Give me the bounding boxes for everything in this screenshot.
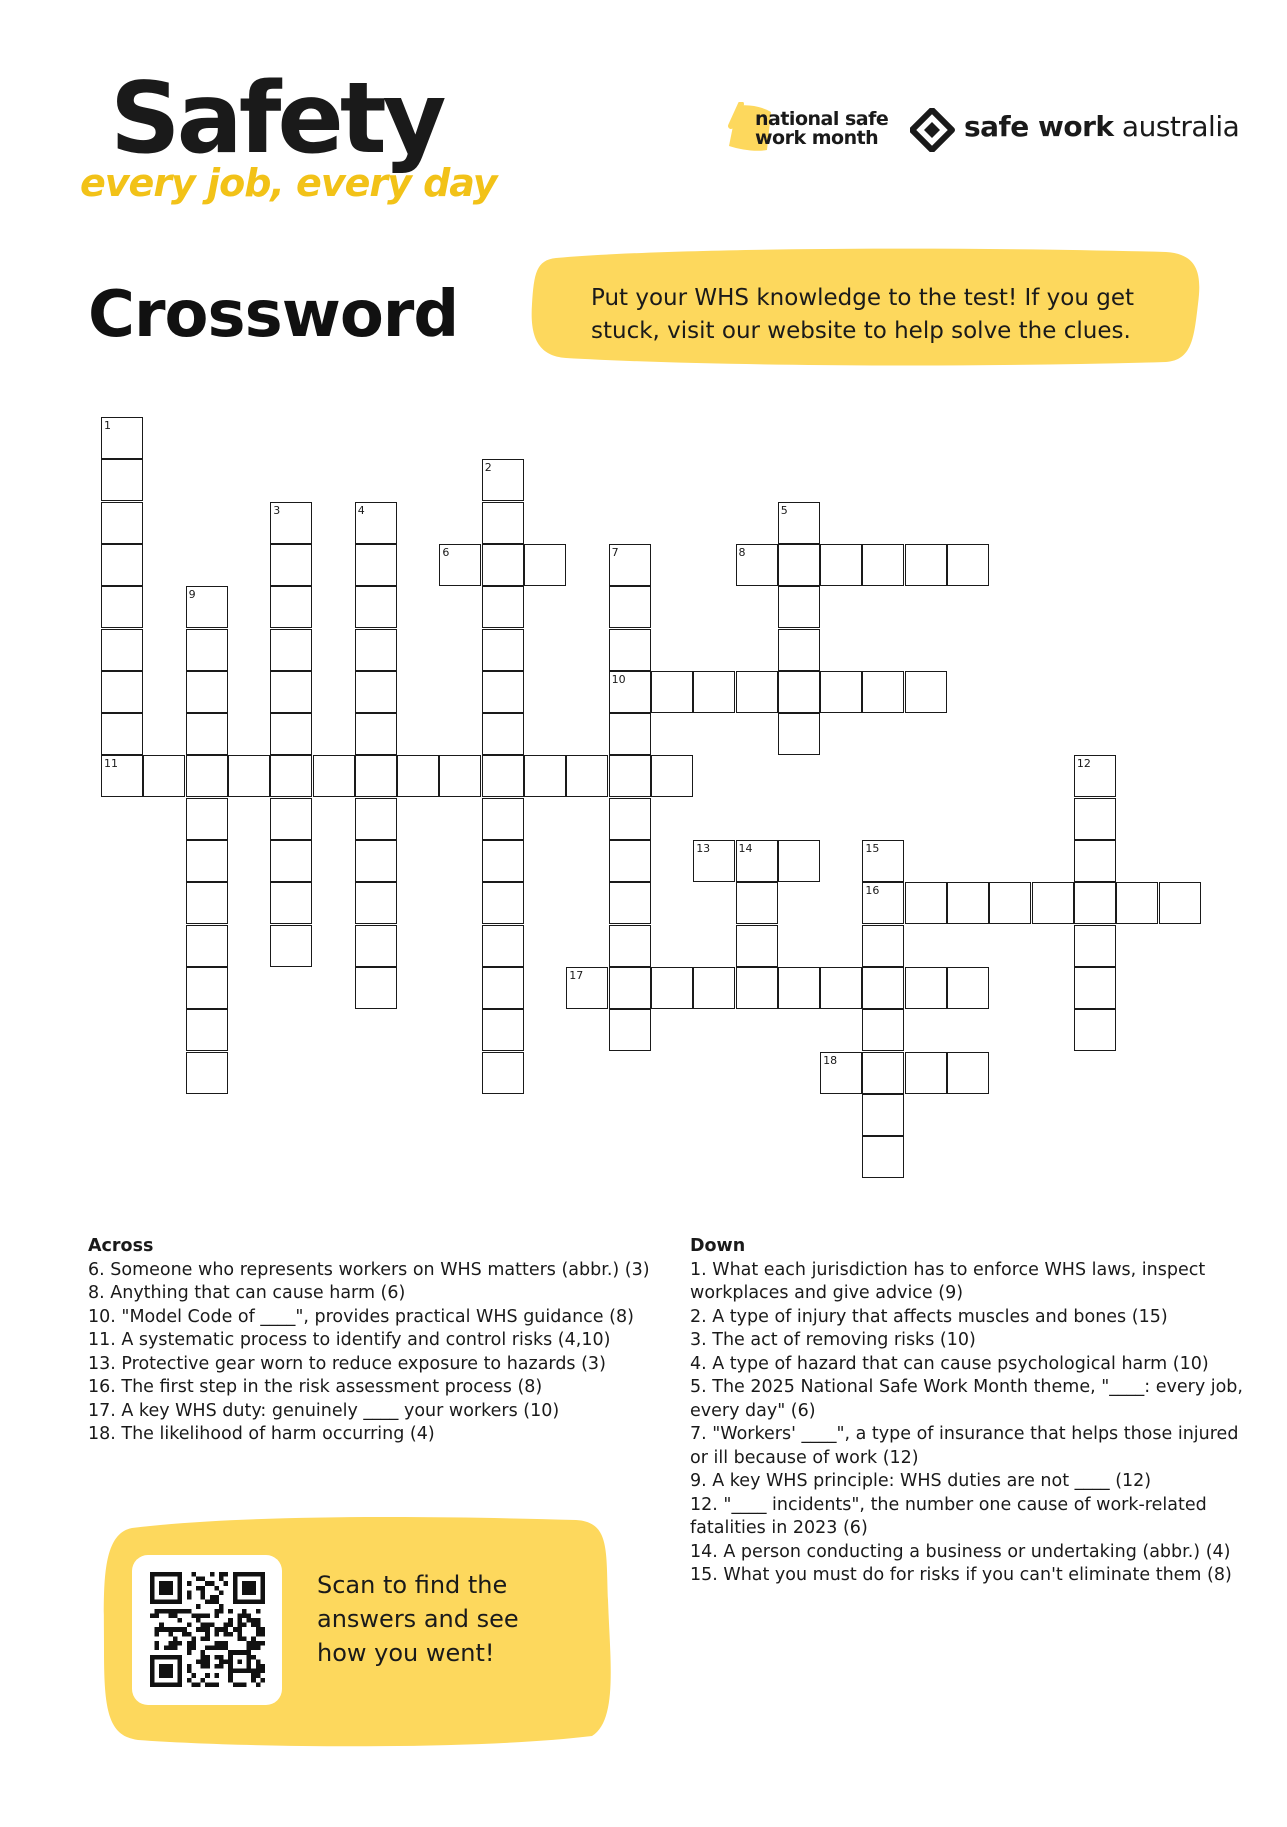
crossword-cell[interactable] (270, 755, 312, 797)
cell-number: 18 (823, 1053, 838, 1067)
clue-down: 9. A key WHS principle: WHS duties are not ____ (12) (690, 1471, 1152, 1491)
crossword-cell[interactable] (693, 671, 735, 713)
clue-across: 6. Someone who represents workers on WHS matters (abbr.) (3) (88, 1259, 650, 1280)
crossword-cell[interactable] (609, 586, 651, 628)
swa-bold: safe work (964, 110, 1114, 143)
crossword-cell[interactable] (778, 586, 820, 628)
cell-number: 1 (104, 419, 111, 432)
crossword-cell[interactable] (101, 755, 143, 797)
crossword-cell[interactable] (482, 1052, 524, 1094)
crossword-cell[interactable] (355, 925, 397, 967)
crossword-cell[interactable] (820, 671, 862, 713)
crossword-cell[interactable] (270, 882, 312, 924)
crossword-cell[interactable] (609, 798, 651, 840)
crossword-cell[interactable] (736, 882, 778, 924)
crossword-cell[interactable] (355, 713, 397, 755)
crossword-cell[interactable] (905, 1052, 947, 1094)
crossword-cell[interactable] (862, 671, 904, 713)
crossword-cell[interactable] (736, 544, 778, 586)
crossword-cell[interactable] (101, 713, 143, 755)
logo-title: Safety (110, 62, 443, 176)
logo-tagline: every job, every day (80, 161, 497, 205)
page-title: Crossword (88, 278, 459, 352)
cell-number: 17 (569, 968, 584, 982)
crossword-cell[interactable] (1074, 1009, 1116, 1051)
crossword-cell[interactable] (270, 671, 312, 713)
crossword-cell[interactable] (778, 544, 820, 586)
cell-number: 2 (484, 461, 492, 475)
crossword-cell[interactable] (778, 840, 820, 882)
crossword-cell[interactable] (862, 925, 904, 967)
crossword-cell[interactable] (101, 502, 143, 544)
crossword-cell[interactable] (778, 671, 820, 713)
crossword-cell[interactable] (439, 755, 481, 797)
crossword-cell[interactable] (186, 925, 228, 967)
crossword-cell[interactable] (270, 629, 312, 671)
crossword-cell[interactable] (482, 713, 524, 755)
crossword-cell[interactable] (1074, 967, 1116, 1009)
crossword-cell[interactable] (101, 671, 143, 713)
nswm-logo-text (755, 110, 888, 148)
across-heading: Across (88, 1236, 154, 1256)
crossword-cell[interactable] (355, 671, 397, 713)
crossword-cell[interactable] (524, 755, 566, 797)
crossword-cell[interactable] (482, 459, 524, 501)
crossword-cell[interactable] (862, 1052, 904, 1094)
crossword-cell[interactable] (609, 544, 651, 586)
crossword-cell[interactable] (482, 882, 524, 924)
clue-across: 11. A systematic process to identify and control risks (4,10) (88, 1330, 611, 1350)
crossword-cell[interactable] (143, 755, 185, 797)
crossword-cell[interactable] (820, 967, 862, 1009)
crossword-cell[interactable] (609, 967, 651, 1009)
crossword-cell[interactable] (186, 967, 228, 1009)
crossword-cell[interactable] (736, 967, 778, 1009)
crossword-cell[interactable] (101, 544, 143, 586)
crossword-cell[interactable] (270, 713, 312, 755)
crossword-cell[interactable] (862, 882, 904, 924)
crossword-cell[interactable] (862, 840, 904, 882)
crossword-cell[interactable] (736, 925, 778, 967)
crossword-cell[interactable] (778, 967, 820, 1009)
crossword-cell[interactable] (482, 840, 524, 882)
crossword-cell[interactable] (651, 755, 693, 797)
crossword-cell[interactable] (186, 755, 228, 797)
crossword-cell[interactable] (1116, 882, 1158, 924)
cell-number: 14 (738, 842, 753, 855)
crossword-cell[interactable] (355, 755, 397, 797)
crossword-cell[interactable] (736, 840, 778, 882)
crossword-cell[interactable] (609, 1009, 651, 1051)
crossword-cell[interactable] (186, 671, 228, 713)
crossword-cell[interactable] (228, 755, 270, 797)
crossword-cell[interactable] (778, 629, 820, 671)
crossword-cell[interactable] (355, 882, 397, 924)
cell-number: 5 (780, 503, 788, 517)
clue-across: 8. Anything that can cause harm (6) (88, 1283, 406, 1303)
cell-number: 15 (865, 842, 880, 855)
crossword-cell[interactable] (693, 967, 735, 1009)
crossword-cell[interactable] (820, 1052, 862, 1094)
crossword-cell[interactable] (947, 882, 989, 924)
crossword-cell[interactable] (1074, 840, 1116, 882)
crossword-cell[interactable] (778, 502, 820, 544)
crossword-cell[interactable] (609, 755, 651, 797)
cell-number: 4 (357, 503, 365, 517)
crossword-cell[interactable] (270, 798, 312, 840)
clue-down: 7. "Workers' ____", a type of insurance that helps those injured or ill because of work (12) (690, 1424, 1239, 1468)
crossword-cell[interactable] (186, 586, 228, 628)
crossword-cell[interactable] (355, 586, 397, 628)
crossword-cell[interactable] (947, 967, 989, 1009)
clue-down: 1. What each jurisdiction has to enforce WHS laws, inspect workplaces and give advice (9) (690, 1259, 1206, 1303)
clue-down: 4. A type of hazard that can cause psychological harm (10) (690, 1353, 1209, 1374)
clue-down: 2. A type of injury that affects muscles and bones (15) (690, 1306, 1168, 1327)
crossword-cell[interactable] (270, 586, 312, 628)
crossword-cell[interactable] (905, 882, 947, 924)
across-clues (88, 1235, 668, 1447)
crossword-cell[interactable] (355, 544, 397, 586)
crossword-cell[interactable] (186, 882, 228, 924)
qr-caption: Scan to find the answers and see how you went! (317, 1571, 519, 1667)
crossword-cell[interactable] (693, 840, 735, 882)
clue-across: 18. The likelihood of harm occurring (4) (88, 1424, 435, 1444)
crossword-cell[interactable] (609, 840, 651, 882)
intro-text: Put your WHS knowledge to the test! If you get stuck, visit our website to help solve the clues. (591, 285, 1135, 344)
crossword-cell[interactable] (313, 755, 355, 797)
crossword-cell[interactable] (1074, 925, 1116, 967)
crossword-cell[interactable] (566, 967, 608, 1009)
crossword-cell[interactable] (186, 1052, 228, 1094)
crossword-cell[interactable] (609, 629, 651, 671)
crossword-cell[interactable] (947, 544, 989, 586)
crossword-cell[interactable] (778, 713, 820, 755)
cell-number: 12 (1076, 757, 1091, 771)
crossword-cell[interactable] (482, 1009, 524, 1051)
crossword-cell[interactable] (609, 925, 651, 967)
cell-number: 10 (611, 672, 626, 686)
crossword-cell[interactable] (186, 798, 228, 840)
nswm-line1: national safe (755, 108, 889, 130)
cell-number: 11 (104, 757, 118, 771)
crossword-cell[interactable] (862, 1136, 904, 1178)
nswm-line2: work month (755, 127, 879, 149)
crossword-cell[interactable] (186, 629, 228, 671)
clue-across: 16. The first step in the risk assessment process (8) (88, 1377, 543, 1397)
cell-number: 3 (273, 503, 281, 517)
clue-down: 5. The 2025 National Safe Work Month theme, "____: every job, every day" (6) (690, 1377, 1243, 1421)
clue-across: 13. Protective gear worn to reduce exposure to hazards (3) (88, 1353, 606, 1374)
crossword-cell[interactable] (482, 671, 524, 713)
cell-number: 9 (188, 588, 196, 602)
crossword-cell[interactable] (482, 925, 524, 967)
crossword-cell[interactable] (482, 798, 524, 840)
cell-number: 8 (738, 545, 746, 559)
crossword-cell[interactable] (905, 967, 947, 1009)
crossword-cell[interactable] (482, 755, 524, 797)
crossword-cell[interactable] (482, 502, 524, 544)
crossword-cell[interactable] (439, 544, 481, 586)
crossword-cell[interactable] (609, 882, 651, 924)
crossword-cell[interactable] (482, 544, 524, 586)
crossword-cell[interactable] (482, 967, 524, 1009)
swa-rest: australia (1113, 110, 1240, 143)
clue-down: 14. A person conducting a business or undertaking (abbr.) (4) (690, 1541, 1231, 1562)
crossword-cell[interactable] (270, 502, 312, 544)
clue-across: 17. A key WHS duty: genuinely ____ your workers (10) (88, 1400, 560, 1421)
crossword-cell[interactable] (566, 755, 608, 797)
crossword-cell[interactable] (101, 586, 143, 628)
crossword-cell[interactable] (862, 544, 904, 586)
cell-number: 6 (442, 545, 450, 559)
down-heading: Down (690, 1236, 746, 1256)
crossword-cell[interactable] (609, 713, 651, 755)
crossword-cell[interactable] (270, 925, 312, 967)
crossword-cell[interactable] (609, 671, 651, 713)
clue-across: 10. "Model Code of ____", provides practical WHS guidance (8) (88, 1306, 634, 1327)
crossword-cell[interactable] (905, 544, 947, 586)
crossword-cell[interactable] (186, 840, 228, 882)
cell-number: 13 (696, 842, 711, 855)
safe-work-australia-icon (910, 108, 958, 152)
crossword-cell[interactable] (1074, 882, 1116, 924)
crossword-cell[interactable] (736, 671, 778, 713)
cell-number: 16 (865, 884, 880, 898)
safe-work-australia-logo-text (964, 110, 1240, 143)
crossword-cell[interactable] (482, 629, 524, 671)
crossword-cell[interactable] (355, 967, 397, 1009)
crossword-cell[interactable] (270, 544, 312, 586)
clue-down: 12. "____ incidents", the number one cause of work-related fatalities in 2023 (6) (690, 1494, 1207, 1538)
crossword-cell[interactable] (1074, 798, 1116, 840)
crossword-cell[interactable] (397, 755, 439, 797)
crossword-cell[interactable] (355, 840, 397, 882)
crossword-cell[interactable] (905, 671, 947, 713)
crossword-cell[interactable] (1159, 882, 1201, 924)
crossword-cell[interactable] (1074, 755, 1116, 797)
crossword-cell[interactable] (101, 629, 143, 671)
crossword-cell[interactable] (651, 967, 693, 1009)
crossword-cell[interactable] (651, 671, 693, 713)
crossword-cell[interactable] (101, 459, 143, 501)
crossword-cell[interactable] (355, 629, 397, 671)
crossword-cell[interactable] (186, 713, 228, 755)
cell-number: 7 (611, 545, 619, 559)
crossword-cell[interactable] (482, 586, 524, 628)
crossword-cell[interactable] (270, 840, 312, 882)
crossword-cell[interactable] (1032, 882, 1074, 924)
clue-down: 3. The act of removing risks (10) (690, 1330, 976, 1350)
crossword-cell[interactable] (101, 417, 143, 459)
crossword-cell[interactable] (524, 544, 566, 586)
crossword-cell[interactable] (186, 1009, 228, 1051)
crossword-cell[interactable] (862, 1094, 904, 1136)
crossword-cell[interactable] (355, 502, 397, 544)
clue-down: 15. What you must do for risks if you can't eliminate them (8) (690, 1565, 1232, 1585)
down-clues (690, 1235, 1250, 1588)
crossword-cell[interactable] (947, 1052, 989, 1094)
crossword-cell[interactable] (820, 544, 862, 586)
crossword-cell[interactable] (862, 1009, 904, 1051)
crossword-cell[interactable] (862, 967, 904, 1009)
qr-code-icon[interactable] (150, 1572, 265, 1687)
crossword-cell[interactable] (355, 798, 397, 840)
crossword-cell[interactable] (989, 882, 1031, 924)
